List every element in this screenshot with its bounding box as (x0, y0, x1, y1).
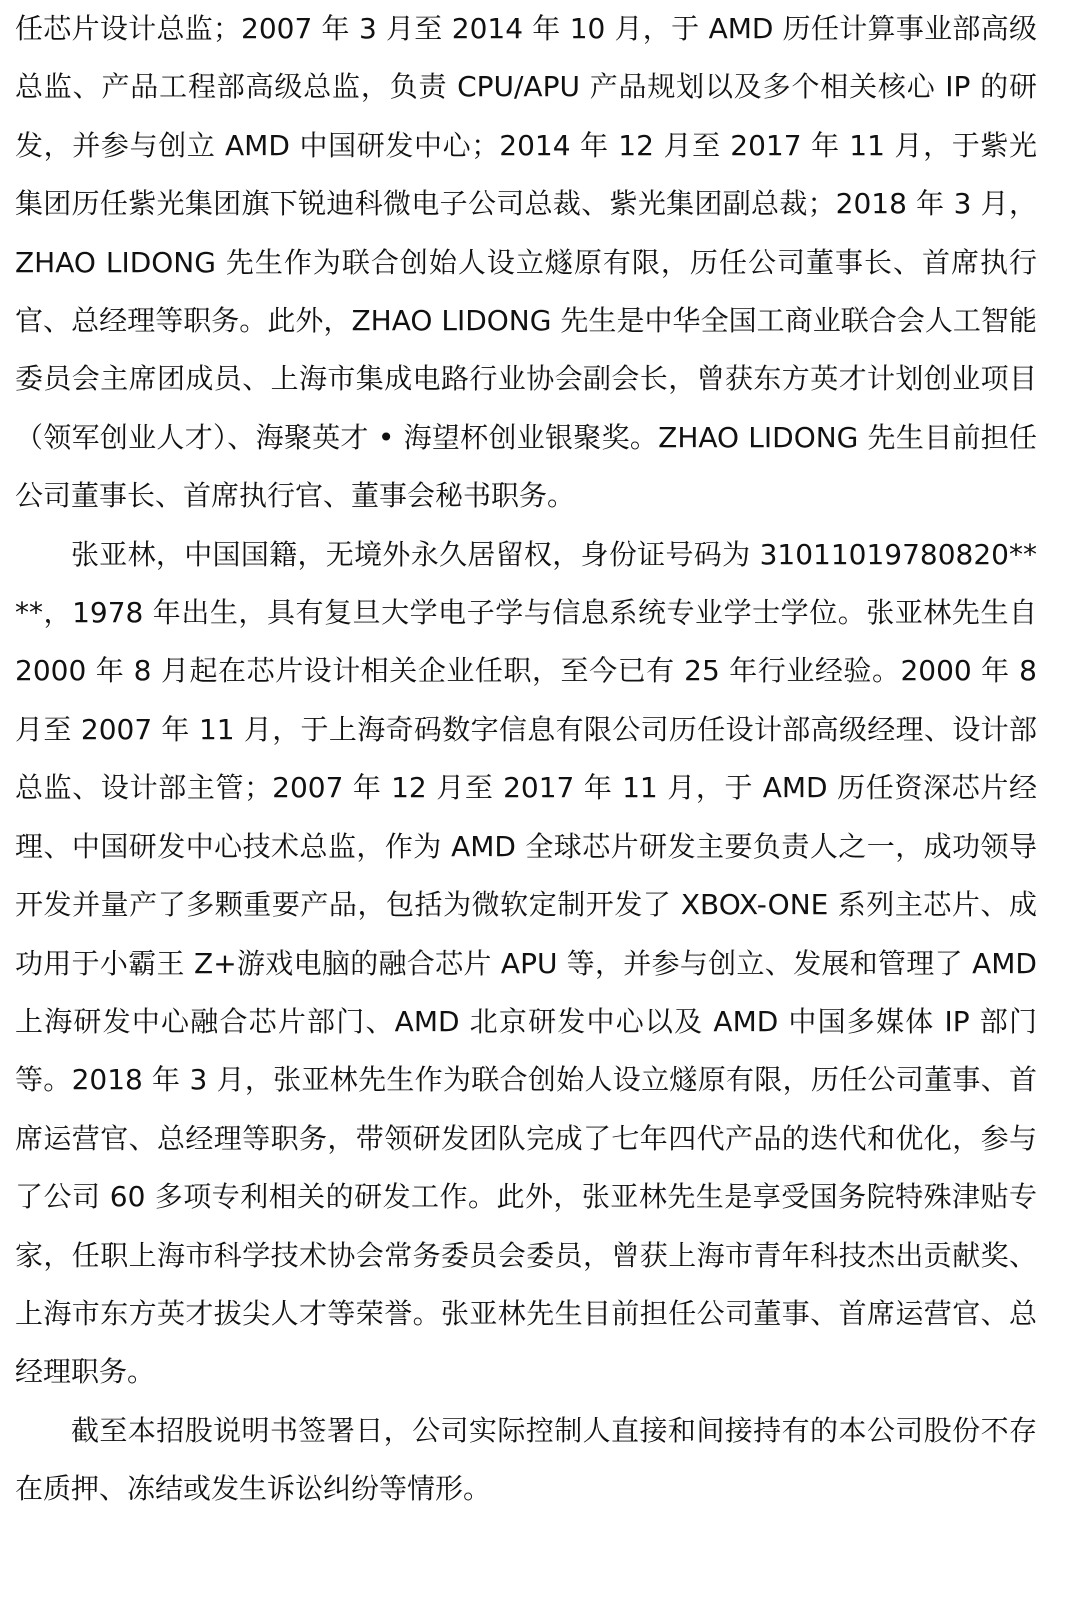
document-page (15, 0, 1037, 1519)
paragraph-zhang-yalin-bio: 张亚林，中国国籍，无境外永久居留权，身份证号码为 31011019780820****，1978 年出生，具有复旦大学电子学与信息系统专业学士学位。张亚林先生自 2000 年 8 月起在芯片设计相关企业任职，至今已有 25 年行业经验。2000 年 8 月至 2007 年 11 月，于上海奇码数字信息有限公司历任设计部高级经理、设计部总监、设计部主管；2007 年 12 月至 2017 年 11 月，于 AMD 历任资深芯片经理、中国研发中心技术总监，作为 AMD 全球芯片研发主要负责人之一，成功领导开发并量产了多颗重要产品，包括为微软定制开发了 XBOX-ONE 系列主芯片、成功用于小霸王 Z+游戏电脑的融合芯片 APU 等，并参与创立、发展和管理了 AMD 上海研发中心融合芯片部门、AMD 北京研发中心以及 AMD 中国多媒体 IP 部门等。2018 年 3 月，张亚林先生作为联合创始人设立燧原有限，历任公司董事、首席运营官、总经理等职务，带领研发团队完成了七年四代产品的迭代和优化，参与了公司 60 多项专利相关的研发工作。此外，张亚林先生是享受国务院特殊津贴专家，任职上海市科学技术协会常务委员会委员，曾获上海市青年科技杰出贡献奖、上海市东方英才拔尖人才等荣誉。张亚林先生目前担任公司董事、首席运营官、总经理职务。 (15, 537, 1037, 1389)
paragraph-zhao-lidong-bio: 任芯片设计总监；2007 年 3 月至 2014 年 10 月，于 AMD 历任计算事业部高级总监、产品工程部高级总监，负责 CPU/APU 产品规划以及多个相关核心 IP 的研发，并参与创立 AMD 中国研发中心；2014 年 12 月至 2017 年 11 月，于紫光集团历任紫光集团旗下锐迪科微电子公司总裁、紫光集团副总裁；2018 年 3 月，ZHAO LIDONG 先生作为联合创始人设立燧原有限，历任公司董事长、首席执行官、总经理等职务。此外，ZHAO LIDONG 先生是中华全国工商业联合会人工智能委员会主席团成员、上海市集成电路行业协会副会长，曾获东方英才计划创业项目（领军创业人才）、海聚英才 • 海望杯创业银聚奖。ZHAO LIDONG 先生目前担任公司董事长、首席执行官、董事会秘书职务。 (15, 12, 1037, 513)
paragraph-pledge-statement: 截至本招股说明书签署日，公司实际控制人直接和间接持有的本公司股份不存在质押、冻结或发生诉讼纠纷等情形。 (15, 1413, 1037, 1506)
